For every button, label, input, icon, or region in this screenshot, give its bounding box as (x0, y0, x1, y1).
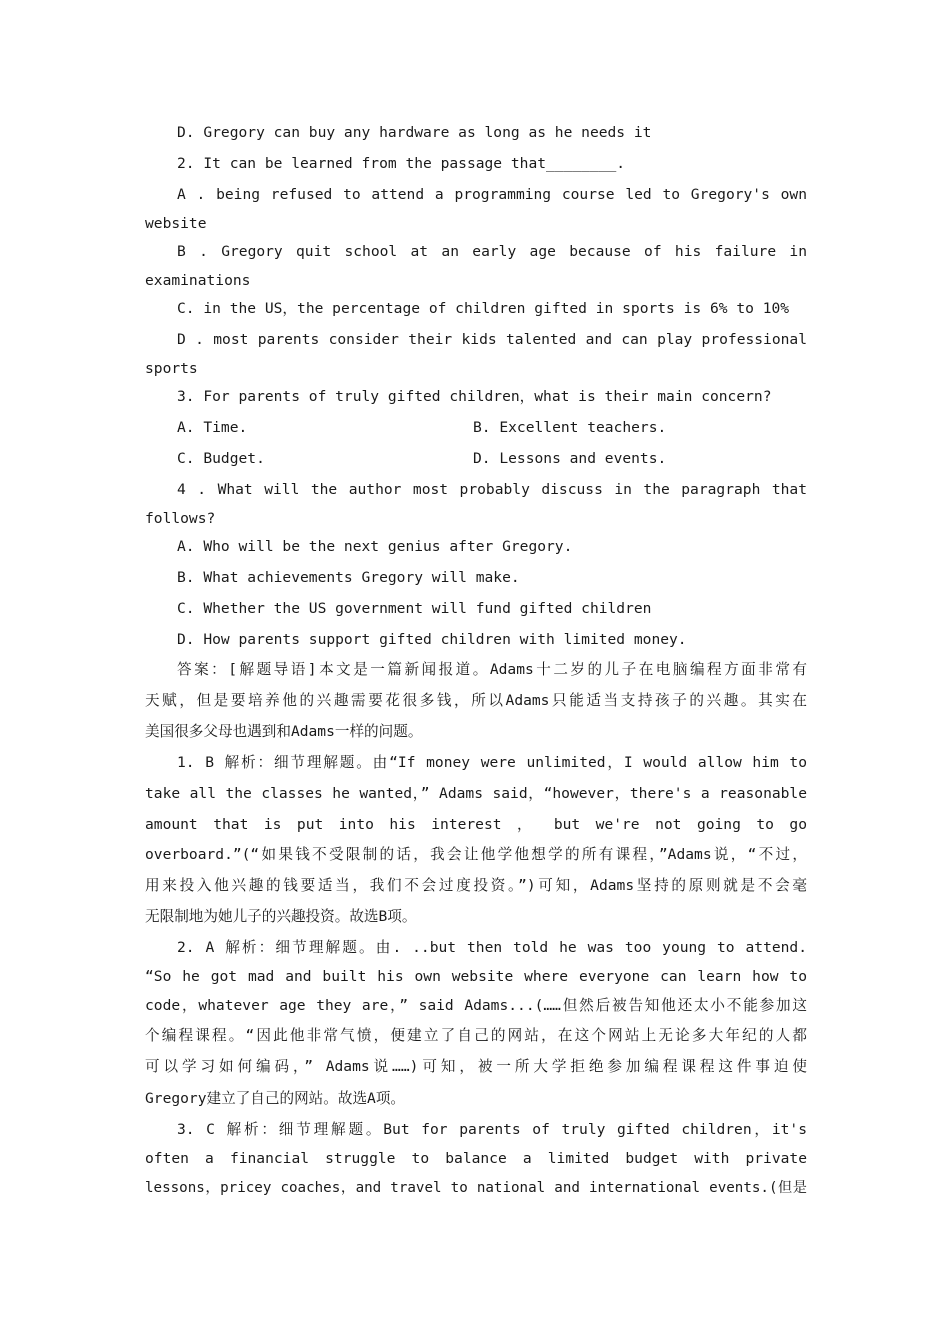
q2-option-a-line2: website (145, 215, 207, 232)
answer-1-line2: take all the classes he wanted，” Adams said，“however，there's a reasonable (145, 785, 807, 802)
q2-option-a-line1: A . being refused to attend a programming course led to Gregory's own (177, 186, 807, 203)
q3-stem: 3. For parents of truly gifted children，what is their main concern? (177, 388, 772, 405)
answer-2-line4: 个编程课程。“因此他非常气愤，便建立了自己的网站，在这个网站上无论多大年纪的人都 (145, 1027, 807, 1044)
q4-stem-line2: follows? (145, 510, 216, 527)
answer-intro-line2: 天赋，但是要培养他的兴趣需要花很多钱，所以Adams只能适当支持孩子的兴趣。其实在 (145, 692, 807, 709)
q4-option-d: D. How parents support gifted children with limited money. (177, 631, 687, 648)
q4-option-c: C. Whether the US government will fund gifted children (177, 600, 652, 617)
q2-option-d-line2: sports (145, 360, 198, 377)
answer-3-line2: often a financial struggle to balance a limited budget with private (145, 1150, 807, 1167)
q3-option-a: A. Time. (177, 419, 248, 436)
q2-option-c: C. in the US，the percentage of children gifted in sports is 6% to 10% (177, 300, 790, 317)
q3-option-d: D. Lessons and events. (473, 450, 667, 467)
answer-2-line5: 可以学习如何编码，” Adams说……)可知，被一所大学拒绝参加编程课程这件事迫使 (145, 1058, 807, 1075)
q2-option-b-line1: B . Gregory quit school at an early age because of his failure in (177, 243, 807, 260)
answer-intro-line3: 美国很多父母也遇到和Adams一样的问题。 (145, 723, 423, 740)
answer-3-line3: lessons，pricey coaches，and travel to national and international events.(但是 (145, 1180, 807, 1196)
q1-option-d: D. Gregory can buy any hardware as long as he needs it (177, 124, 652, 141)
q4-option-a: A. Who will be the next genius after Gregory. (177, 538, 573, 555)
q3-option-b: B. Excellent teachers. (473, 419, 667, 436)
answer-2-line3: code，whatever age they are，” said Adams...(……但然后被告知他还太小不能参加这 (145, 997, 807, 1014)
answer-3-line1: 3. C 解析：细节理解题。But for parents of truly gifted children，it's (177, 1121, 807, 1138)
answer-2-line6: Gregory建立了自己的网站。故选A项。 (145, 1090, 406, 1107)
q4-stem-line1: 4 . What will the author most probably discuss in the paragraph that (177, 481, 807, 498)
answer-intro-line1: 答案：[解题导语]本文是一篇新闻报道。Adams十二岁的儿子在电脑编程方面非常有 (177, 661, 807, 678)
answer-1-line1: 1. B 解析：细节理解题。由“If money were unlimited，I would allow him to (177, 754, 807, 771)
answer-1-line4: overboard.”(“如果钱不受限制的话，我会让他学他想学的所有课程，”Adams说，“不过， (145, 846, 807, 863)
q2-option-d-line1: D . most parents consider their kids talented and can play professional (177, 331, 807, 348)
q3-option-c: C. Budget. (177, 450, 265, 467)
answer-1-line3: amount that is put into his interest ， but we're not going to go (145, 816, 807, 833)
answer-2-line1: 2. A 解析：细节理解题。由. ..but then told he was too young to attend. (177, 939, 807, 956)
answer-2-line2: “So he got mad and built his own website where everyone can learn how to (145, 968, 807, 985)
q2-stem: 2. It can be learned from the passage that________. (177, 155, 626, 172)
q2-option-b-line2: examinations (145, 272, 251, 289)
answer-1-line6: 无限制地为她儿子的兴趣投资。故选B项。 (145, 908, 417, 925)
answer-1-line5: 用来投入他兴趣的钱要适当，我们不会过度投资。”)可知，Adams坚持的原则就是不会毫 (145, 877, 807, 894)
q4-option-b: B. What achievements Gregory will make. (177, 569, 520, 586)
